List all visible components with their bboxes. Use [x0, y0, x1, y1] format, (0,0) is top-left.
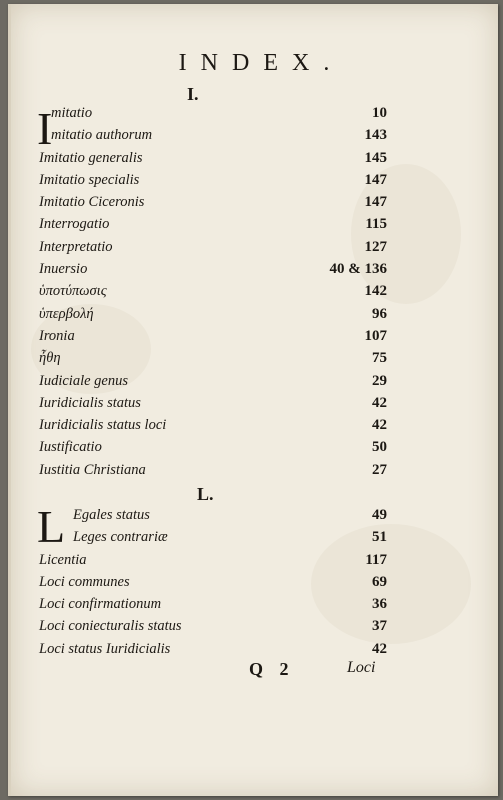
- index-entry: [39, 102, 387, 124]
- index-list-l: [37, 501, 387, 660]
- index-entry: [39, 280, 387, 302]
- entry-page: 107: [364, 327, 387, 344]
- page-title: INDEX.: [178, 50, 344, 76]
- index-entry: [39, 124, 387, 146]
- index-entry: [39, 236, 387, 258]
- index-entry: [39, 459, 387, 481]
- drop-cap-i: I: [37, 103, 53, 154]
- entry-term: mitatio authorum: [51, 127, 153, 144]
- entry-term: Interpretatio: [39, 238, 113, 255]
- index-entry: [39, 392, 387, 414]
- section-heading-l: L.: [197, 484, 214, 504]
- entry-page: 36: [372, 596, 387, 613]
- entry-page: 50: [372, 439, 387, 456]
- entry-term: Iudiciale genus: [39, 372, 128, 389]
- index-entry: [39, 325, 387, 347]
- entry-term: Egales status: [73, 507, 150, 523]
- book-page: [8, 4, 498, 796]
- entry-page: 69: [372, 573, 387, 590]
- entry-term: Loci status Iuridicialis: [39, 640, 171, 657]
- entry-page: 37: [372, 618, 387, 635]
- entry-term: Loci coniecturalis status: [39, 618, 182, 635]
- entry-term: Loci communes: [39, 573, 130, 590]
- index-entry: [39, 571, 387, 593]
- index-entry: [39, 549, 387, 571]
- signature-mark: Q 2: [249, 659, 295, 679]
- entry-term: ὑποτύπωσις: [39, 283, 107, 300]
- entry-term: Imitatio specialis: [39, 171, 140, 188]
- entry-page: 127: [364, 238, 387, 255]
- index-entry: [39, 436, 387, 458]
- entry-term: Leges contrariæ: [73, 529, 168, 546]
- index-entry: [39, 414, 387, 436]
- entry-term: Interrogatio: [39, 216, 110, 233]
- entry-page: 51: [372, 529, 387, 546]
- section-heading-i: I.: [187, 84, 199, 104]
- index-entry: [39, 593, 387, 615]
- entry-term: Loci confirmationum: [39, 596, 162, 613]
- entry-term: ἦθη: [39, 350, 61, 367]
- index-list-i: [39, 102, 387, 481]
- entry-page: 27: [372, 461, 387, 478]
- index-entry: [39, 526, 387, 548]
- entry-page: 115: [365, 216, 387, 233]
- entry-page: 117: [365, 551, 387, 568]
- entry-page: 75: [372, 350, 387, 367]
- entry-term: Iustificatio: [39, 439, 102, 456]
- entry-term: Imitatio generalis: [39, 149, 143, 166]
- entry-page: 142: [364, 283, 387, 300]
- index-entry: [39, 191, 387, 213]
- index-entry: [39, 504, 387, 526]
- entry-term: Iuridicialis status: [39, 394, 141, 411]
- entry-page: 49: [372, 507, 387, 523]
- entry-term: Imitatio Ciceronis: [39, 194, 145, 211]
- catchword: Loci: [347, 659, 376, 676]
- entry-page: 145: [364, 149, 387, 166]
- entry-page: 147: [364, 194, 387, 211]
- entry-page: 40 & 136: [329, 261, 387, 278]
- index-entry: [39, 169, 387, 191]
- index-entry: [39, 347, 387, 369]
- entry-page: 143: [364, 127, 387, 144]
- entry-term: Inuersio: [39, 261, 88, 278]
- entry-page: 42: [372, 394, 387, 411]
- entry-term: mitatio: [51, 105, 93, 121]
- entry-term: Ironia: [39, 327, 75, 344]
- drop-cap-l: L: [37, 501, 66, 552]
- index-entry: [39, 147, 387, 169]
- entry-page: 96: [372, 305, 387, 322]
- entry-page: 42: [372, 640, 387, 657]
- entry-term: ὑπερβολή: [39, 305, 94, 322]
- entry-page: 29: [372, 372, 387, 389]
- index-entry: [39, 213, 387, 235]
- entry-term: Licentia: [39, 551, 87, 568]
- entry-page: 10: [372, 105, 387, 121]
- index-entry: [39, 258, 387, 280]
- entry-page: 42: [372, 417, 387, 434]
- entry-page: 147: [364, 171, 387, 188]
- index-entry: [39, 615, 387, 637]
- index-entry: [39, 303, 387, 325]
- index-entry: [39, 638, 387, 660]
- entry-term: Iustitia Christiana: [39, 461, 146, 478]
- index-entry: [39, 370, 387, 392]
- entry-term: Iuridicialis status loci: [39, 417, 167, 434]
